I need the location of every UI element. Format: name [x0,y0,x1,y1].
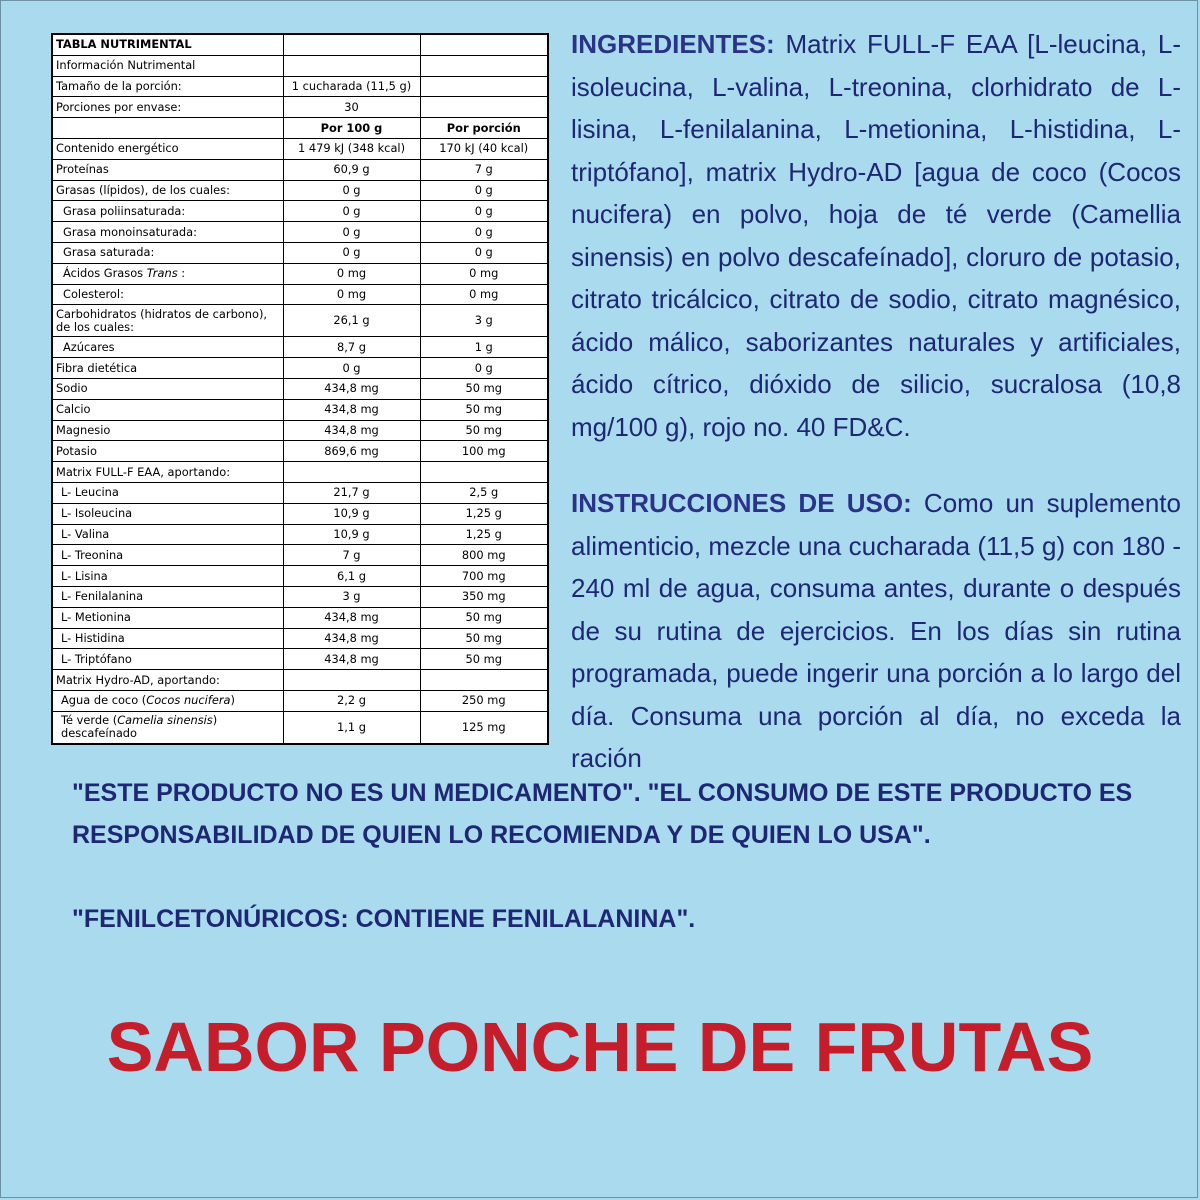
value-per100 [283,462,420,483]
table-row [52,378,548,399]
nutrient-name-italic: Camelia sinensis [117,713,213,728]
portion-label: Tamaño de la porción: [52,76,283,97]
value-perserving: 1,25 g [420,524,548,545]
table-row [52,586,548,607]
table-row [52,337,548,358]
value-perserving: 0 g [420,222,548,243]
nutrient-name: L- Isoleucina [52,503,283,524]
value-per100: 6,1 g [283,566,420,587]
value-perserving: 0 g [420,358,548,379]
portion-value: 1 cucharada (11,5 g) [283,76,420,97]
value-perserving: 800 mg [420,545,548,566]
servings-row [52,97,548,118]
table-row [52,545,548,566]
table-title: TABLA NUTRIMENTAL [52,34,283,55]
table-row [52,441,548,462]
nutrient-name-part: ) descafeínado [61,713,218,741]
nutrient-name: Grasa poliinsaturada: [52,201,283,222]
value-per100: 1,1 g [283,711,420,744]
value-per100: 434,8 mg [283,607,420,628]
value-per100: 10,9 g [283,503,420,524]
nutrient-name: Grasa saturada: [52,242,283,263]
portion-row [52,76,548,97]
value-perserving [420,462,548,483]
nutrient-name: Magnesio [52,420,283,441]
ingredients-label: INGREDIENTES: [571,29,775,59]
nutrient-name: L- Histidina [52,628,283,649]
value-per100: 8,7 g [283,337,420,358]
phenylketonuric-warning: "FENILCETONÚRICOS: CONTIENE FENILALANINA". [72,905,696,933]
nutrient-name: Matrix FULL-F EAA, aportando: [52,462,283,483]
value-perserving: 700 mg [420,566,548,587]
nutrient-name: L- Treonina [52,545,283,566]
table-row [52,180,548,201]
nutrient-name-part: Té verde ( [61,713,118,728]
value-perserving: 0 g [420,180,548,201]
value-perserving: 250 mg [420,690,548,711]
value-perserving: 1 g [420,337,548,358]
nutrient-name-part: Ácidos Grasos [63,266,147,281]
nutrient-name: Matrix Hydro-AD, aportando: [52,670,283,691]
servings-value: 30 [283,97,420,118]
nutrient-name: Grasas (lípidos), de los cuales: [52,180,283,201]
value-perserving: 3 g [420,305,548,337]
table-row [52,284,548,305]
nutrient-name [52,690,283,711]
nutrient-name-italic: Cocos nucifera [146,693,231,708]
table-row [52,263,548,284]
medication-warning: "ESTE PRODUCTO NO ES UN MEDICAMENTO". "EL CONSUMO DE ESTE PRODUCTO ES RESPONSABILIDAD DE QUIEN LO RECOMIENDA Y DE QUIEN LO USA". [72,779,1133,849]
value-per100: 0 g [283,180,420,201]
value-perserving: 0 mg [420,263,548,284]
nutrient-name: Contenido energético [52,138,283,159]
nutrient-name: Fibra dietética [52,358,283,379]
table-row [52,566,548,587]
table-row [52,482,548,503]
value-per100: 434,8 mg [283,420,420,441]
value-per100: 0 mg [283,263,420,284]
value-perserving: 1,25 g [420,503,548,524]
value-perserving: 50 mg [420,649,548,670]
nutrient-name: Azúcares [52,337,283,358]
nutrient-name: L- Leucina [52,482,283,503]
table-row [52,524,548,545]
table-row [52,420,548,441]
table-title-row [52,34,548,55]
nutrient-name: Grasa monoinsaturada: [52,222,283,243]
value-per100: 0 mg [283,284,420,305]
ingredients-block [571,23,1181,448]
value-perserving: 2,5 g [420,482,548,503]
nutrition-table [51,33,549,745]
value-per100: 0 g [283,242,420,263]
servings-label: Porciones por envase: [52,97,283,118]
table-row [52,138,548,159]
value-per100: 0 g [283,201,420,222]
value-per100 [283,670,420,691]
value-per100: 2,2 g [283,690,420,711]
value-per100: 60,9 g [283,159,420,180]
table-row [52,503,548,524]
value-perserving: 125 mg [420,711,548,744]
nutrient-name: Colesterol: [52,284,283,305]
value-per100: 434,8 mg [283,628,420,649]
value-perserving: 0 mg [420,284,548,305]
table-row [52,305,548,337]
value-perserving: 7 g [420,159,548,180]
instructions-label: INSTRUCCIONES DE USO: [571,488,912,518]
nutrient-name: Carbohidratos (hidratos de carbono), de los cuales: [52,305,283,337]
table-row [52,670,548,691]
table-row [52,628,548,649]
table-row [52,201,548,222]
table-subtitle-row [52,55,548,76]
value-perserving: 350 mg [420,586,548,607]
table-subtitle: Información Nutrimental [52,55,283,76]
table-row [52,649,548,670]
instructions-block [571,482,1181,773]
table-row [52,242,548,263]
nutrient-name: L- Triptófano [52,649,283,670]
table-row [52,462,548,483]
column-header-row [52,118,548,139]
nutrient-name: L- Metionina [52,607,283,628]
value-per100: 21,7 g [283,482,420,503]
table-row [52,399,548,420]
value-per100: 26,1 g [283,305,420,337]
nutrient-name-italic: Trans [146,266,178,281]
value-per100: 1 479 kJ (348 kcal) [283,138,420,159]
nutrient-name: Calcio [52,399,283,420]
nutrient-name [52,711,283,744]
nutrient-name: L- Fenilalanina [52,586,283,607]
instructions-text: Como un suplemento alimenticio, mezcle una cucharada (11,5 g) con 180 - 240 ml de agua, consuma antes, durante o después de su rutina de ejercicios. En los días sin rutina programada, puede ingerir una porción a lo largo del día. Consuma una porción al día, no exceda la ración [571,488,1181,773]
value-per100: 0 g [283,222,420,243]
value-perserving [420,670,548,691]
table-row [52,711,548,744]
nutrient-name: Potasio [52,441,283,462]
value-per100: 7 g [283,545,420,566]
value-perserving: 100 mg [420,441,548,462]
value-perserving: 50 mg [420,628,548,649]
value-perserving: 0 g [420,201,548,222]
nutrient-name: L- Lisina [52,566,283,587]
value-perserving: 50 mg [420,399,548,420]
table-row [52,690,548,711]
value-per100: 869,6 mg [283,441,420,462]
table-row [52,222,548,243]
column-header-per100: Por 100 g [283,118,420,139]
value-per100: 3 g [283,586,420,607]
value-per100: 0 g [283,358,420,379]
nutrient-name-part: Agua de coco ( [61,693,147,708]
ingredients-text: Matrix FULL-F EAA [L-leucina, L-isoleucina, L-valina, L-treonina, clorhidrato de L-lisina, L-fenilalanina, L-metionina, L-histidina, L-triptófano], matrix Hydro-AD [agua de coco (Cocos nucifera) en polvo, hoja de té verde (Camellia sinensis) en polvo descafeínado], cloruro de potasio, citrato tricálcico, citrato de sodio, citrato magnésico, ácido málico, saborizantes naturales y artificiales, ácido cítrico, dióxido de silicio, sucralosa (10,8 mg/100 g), rojo no. 40 FD&C. [571,29,1181,442]
nutrient-name: Sodio [52,378,283,399]
value-perserving: 50 mg [420,420,548,441]
nutrient-name-part: : [177,266,186,281]
table-row [52,607,548,628]
nutrient-name [52,263,283,284]
value-perserving: 50 mg [420,607,548,628]
value-per100: 434,8 mg [283,649,420,670]
flavor-title: SABOR PONCHE DE FRUTAS [106,1008,1094,1086]
table-row [52,358,548,379]
column-header-perserving: Por porción [420,118,548,139]
nutrient-name-part: ) [230,693,235,708]
value-per100: 10,9 g [283,524,420,545]
value-per100: 434,8 mg [283,378,420,399]
table-row [52,159,548,180]
value-perserving: 50 mg [420,378,548,399]
value-perserving: 170 kJ (40 kcal) [420,138,548,159]
value-per100: 434,8 mg [283,399,420,420]
value-perserving: 0 g [420,242,548,263]
nutrient-name: L- Valina [52,524,283,545]
nutrient-name: Proteínas [52,159,283,180]
